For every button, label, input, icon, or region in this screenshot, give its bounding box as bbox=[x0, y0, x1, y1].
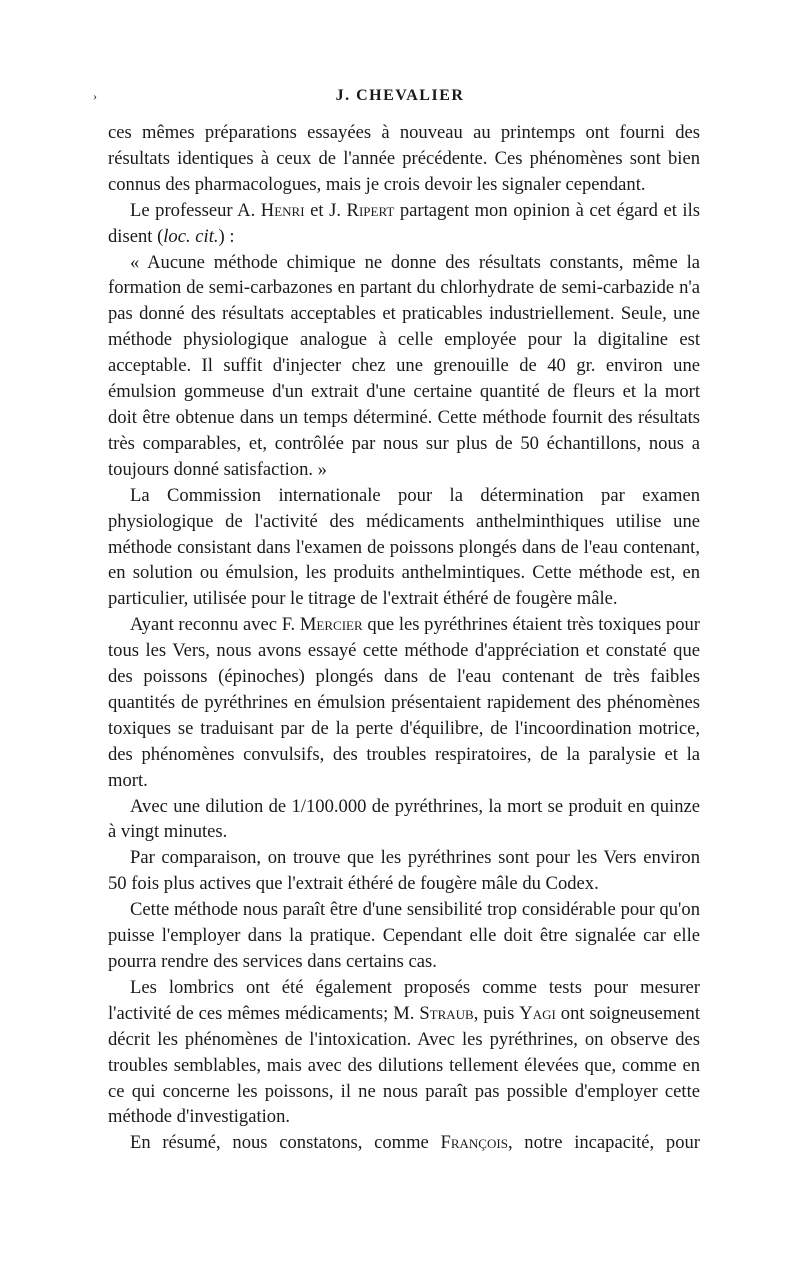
text-segment: Avec une dilution de 1/100.000 de pyréthrines, la mort se produit en quinze à vingt minutes. bbox=[108, 795, 700, 843]
text-segment: Cette méthode nous paraît être d'une sensibilité trop considérable pour qu'on puisse l'employer dans la pratique. Cependant elle doit être signalée car elle pourra rendre des services dans certains cas. bbox=[108, 899, 700, 972]
text-segment: , notre incapacité, pour bbox=[507, 1132, 700, 1154]
text-segment: , puis bbox=[473, 1002, 520, 1024]
text-segment: Par comparaison, on trouve que les pyréthrines sont pour les Vers environ 50 fois plus actives que l'extrait éthéré de fougère mâle du Codex. bbox=[108, 847, 700, 895]
text-segment: Le professeur A. bbox=[130, 199, 261, 221]
body-text bbox=[108, 120, 700, 1156]
text-segment: En résumé, nous constatons, comme bbox=[130, 1132, 441, 1154]
page-mark: › bbox=[93, 89, 97, 103]
text-segment: Les lombrics ont été également proposés comme tests pour mesurer l'activité de ces mêmes médicaments; M. bbox=[108, 976, 700, 1024]
paragraph bbox=[108, 198, 700, 250]
author-name: François bbox=[440, 1132, 508, 1154]
text-segment: Ayant reconnu avec F. bbox=[130, 614, 300, 636]
text-segment: et J. bbox=[304, 199, 347, 221]
text-segment: ont soigneusement décrit les phénomènes de l'intoxication. Avec les pyréthrines, on observe des troubles semblables, mais avec des dilutions tellement élevées que, comme en ce qui concerne les poissons, il ne nous paraît pas possible d'employer cette méthode d'investigation. bbox=[108, 1002, 700, 1128]
paragraph bbox=[108, 1130, 700, 1156]
paragraph bbox=[108, 897, 700, 975]
author-name: Yagi bbox=[519, 1002, 556, 1024]
paragraph bbox=[108, 483, 700, 613]
text-segment: ces mêmes préparations essayées à nouveau au printemps ont fourni des résultats identiques à ceux de l'année précédente. Ces phénomènes sont bien connus des pharmacologues, mais je crois devoir les signaler cependant. bbox=[108, 122, 700, 195]
text-segment: ) : bbox=[218, 225, 235, 247]
author-name: Henri bbox=[260, 199, 305, 221]
paragraph bbox=[108, 794, 700, 846]
paragraph-continued bbox=[108, 120, 700, 198]
paragraph bbox=[108, 975, 700, 1130]
quotation-paragraph bbox=[108, 250, 700, 483]
text-segment: La Commission internationale pour la détermination par examen physiologique de l'activité des médicaments anthelminthiques utilise une méthode consistant dans l'examen de poissons plongés dans de l'eau contenant, en solution ou émulsion, les produits anthelmintiques. Cette méthode est, en particulier, utilisée pour le titrage de l'extrait éthéré de fougère mâle. bbox=[108, 484, 700, 610]
paragraph bbox=[108, 612, 700, 793]
text-segment: « Aucune méthode chimique ne donne des résultats constants, même la formation de semi-carbazones en partant du chlorhydrate de semi-carbazide n'a pas donné des résultats acceptables et praticables industriellement. Seule, une méthode physiologique analogue à celle employée pour la digitaline est acceptable. Il suffit d'injecter chez une grenouille de 40 gr. environ une émulsion gommeuse d'un extrait d'une certaine quantité de fleurs et la mort doit être obtenue dans un temps déterminé. Cette méthode fournit des résultats très comparables, et, contrôlée par nous sur plus de 50 échantillons, nous a toujours donné satisfaction. » bbox=[108, 251, 700, 480]
author-name: Straub bbox=[419, 1002, 474, 1024]
author-name: Ripert bbox=[346, 199, 395, 221]
citation-reference: loc. cit. bbox=[163, 225, 219, 247]
running-head: J. CHEVALIER bbox=[335, 87, 465, 104]
paragraph bbox=[108, 845, 700, 897]
text-segment: partagent mon opinion à cet égard et ils disent ( bbox=[108, 199, 701, 247]
text-segment: que les pyréthrines étaient très toxiques pour tous les Vers, nous avons essayé cette méthode d'appréciation et constaté que des poissons (épinoches) plongés dans de l'eau contenant de très faibles quantités de pyréthrines en émulsion présentaient rapidement des phénomènes toxiques se traduisant par de la perte d'équilibre, de l'incoordination motrice, des phénomènes convulsifs, des troubles respiratoires, de la paralysie et la mort. bbox=[108, 614, 700, 791]
author-name: Mercier bbox=[299, 614, 363, 636]
